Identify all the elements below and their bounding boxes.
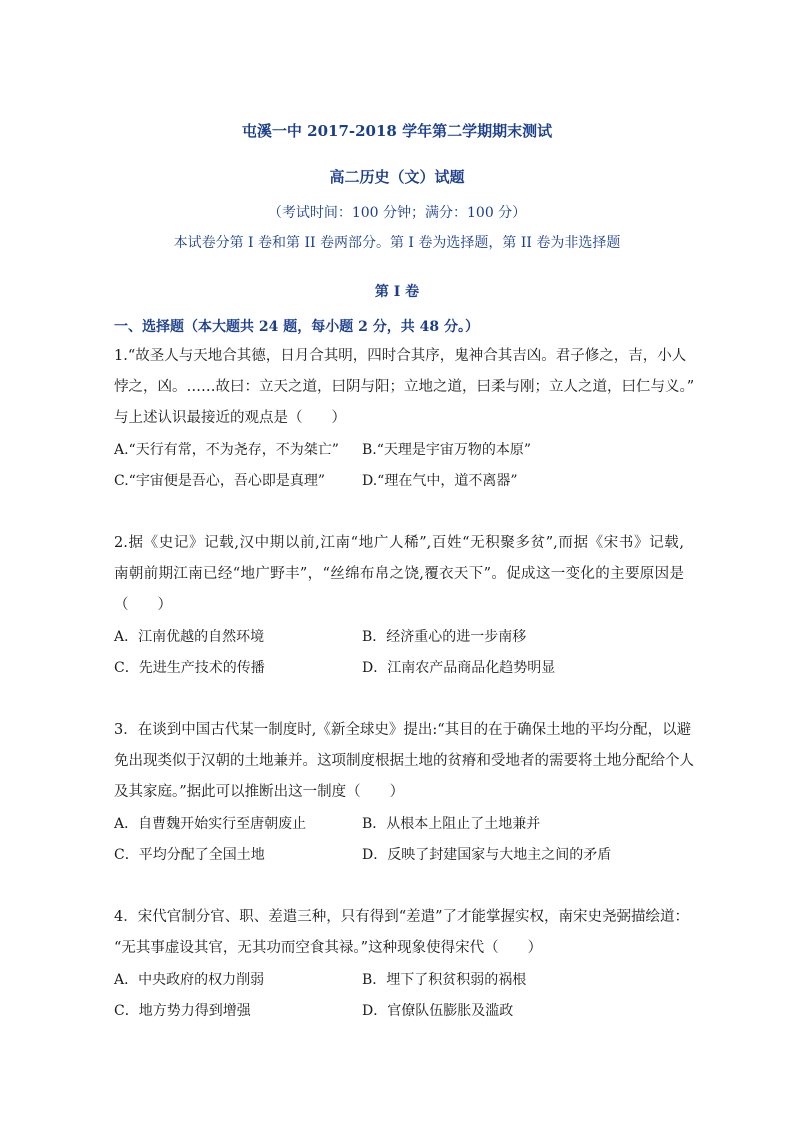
- section-heading: 一、选择题（本大题共 24 题，每小题 2 分，共 48 分。）: [114, 319, 479, 335]
- question-2-option-a[interactable]: A．江南优越的自然环境: [114, 629, 265, 645]
- question-4-option-a[interactable]: A．中央政府的权力削弱: [114, 972, 265, 988]
- question-3-option-a[interactable]: A．自曹魏开始实行至唐朝废止: [114, 816, 307, 832]
- question-3-option-c[interactable]: C．平均分配了全国土地: [114, 847, 265, 863]
- question-4-option-c[interactable]: C．地方势力得到增强: [114, 1003, 251, 1019]
- question-1-option-a[interactable]: A.“天行有常，不为尧存，不为桀亡”: [114, 442, 339, 458]
- question-1-line-1: 1.“故圣人与天地合其德，日月合其明，四时合其序，鬼神合其吉凶。君子修之，吉，小人: [114, 348, 687, 364]
- question-2-line-2: 南朝前期江南已经“地广野丰”，“丝绵布帛之饶,覆衣天下”。促成这一变化的主要原因是: [114, 566, 684, 582]
- question-2-option-b[interactable]: B．经济重心的进一步南移: [362, 629, 527, 645]
- question-3-line-3: 及其家庭。”据此可以推断出这一制度（ ）: [114, 784, 405, 800]
- exam-title: 屯溪一中 2017-2018 学年第二学期期末测试: [241, 122, 553, 140]
- question-2-option-d[interactable]: D．江南农产品商品化趋势明显: [362, 660, 556, 676]
- question-4-line-2: “无其事虚设其官，无其功而空食其禄。”这种现象使得宋代（ ）: [114, 940, 543, 956]
- volume-heading: 第 I 卷: [374, 284, 420, 300]
- question-3-option-d[interactable]: D．反映了封建国家与大地主之间的矛盾: [362, 847, 612, 863]
- question-4-option-b[interactable]: B．埋下了积贫积弱的祸根: [362, 972, 527, 988]
- question-4-option-d[interactable]: D．官僚队伍膨胀及滥政: [362, 1003, 514, 1019]
- question-3-line-1: 3．在谈到中国古代某一制度时,《新全球史》提出:“其目的在于确保土地的平均分配，以避: [114, 722, 692, 738]
- question-3-line-2: 免出现类似于汉朝的土地兼并。这项制度根据土地的贫瘠和受地者的需要将土地分配给个人: [114, 753, 694, 769]
- question-1-line-2: 悖之，凶。……故曰：立天之道，曰阴与阳；立地之道，曰柔与刚；立人之道，曰仁与义。”: [114, 379, 695, 395]
- question-4-line-1: 4．宋代官制分官、职、差遣三种，只有得到“差遣”了才能掌握实权，南宋史尧弼描绘道：: [114, 909, 690, 925]
- question-2-option-c[interactable]: C．先进生产技术的传播: [114, 660, 265, 676]
- question-1-option-d[interactable]: D.“理在气中，道不离器”: [362, 473, 518, 489]
- question-1-option-b[interactable]: B.“天理是宇宙万物的本原”: [362, 442, 532, 458]
- question-1-line-3: 与上述认识最接近的观点是（ ）: [114, 410, 346, 426]
- exam-subtitle: 高二历史（文）试题: [329, 168, 465, 186]
- question-2-line-1: 2.据《史记》记载,汉中期以前,江南“地广人稀”,百姓“无积聚多贫”,而据《宋书》记载,: [114, 535, 684, 551]
- question-1-option-c[interactable]: C.“宇宙便是吾心，吾心即是真理”: [114, 473, 325, 489]
- question-3-option-b[interactable]: B．从根本上阻止了土地兼并: [362, 816, 541, 832]
- question-2-line-3: （ ）: [114, 597, 172, 613]
- exam-description: 本试卷分第 I 卷和第 II 卷两部分。第 I 卷为选择题，第 II 卷为非选择题: [173, 235, 621, 251]
- exam-info: （考试时间：100 分钟；满分：100 分）: [267, 205, 527, 221]
